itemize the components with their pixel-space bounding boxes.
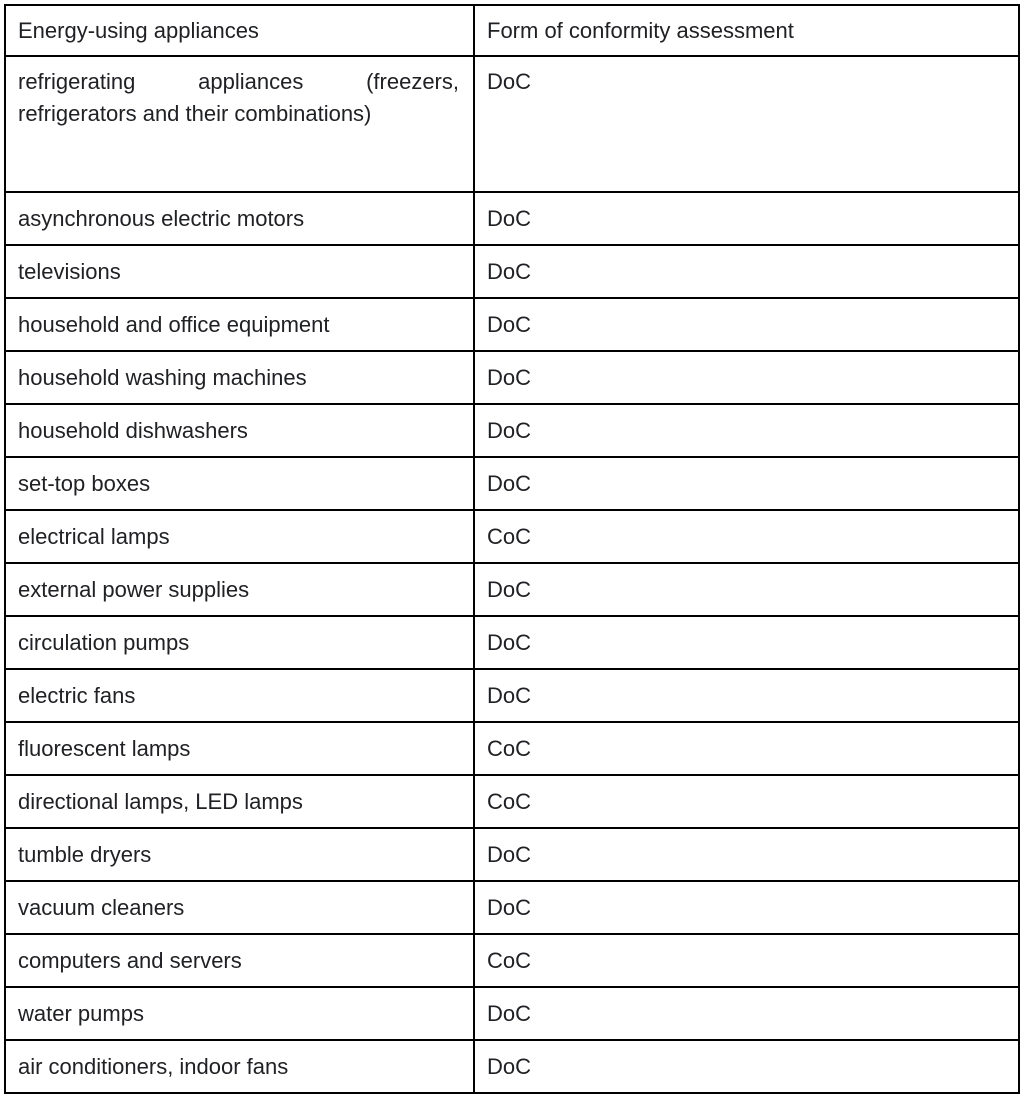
table-row: [5, 934, 1019, 987]
appliance-cell: water pumps: [5, 987, 474, 1040]
table-row: [5, 616, 1019, 669]
appliance-cell: fluorescent lamps: [5, 722, 474, 775]
assessment-cell: DoC: [474, 1040, 1019, 1093]
appliance-cell: asynchronous electric motors: [5, 192, 474, 245]
assessment-cell: DoC: [474, 457, 1019, 510]
assessment-cell: CoC: [474, 934, 1019, 987]
assessment-cell: CoC: [474, 510, 1019, 563]
table-row: [5, 351, 1019, 404]
assessment-cell: DoC: [474, 351, 1019, 404]
assessment-cell: DoC: [474, 669, 1019, 722]
assessment-cell: CoC: [474, 722, 1019, 775]
table-row: [5, 298, 1019, 351]
assessment-cell: DoC: [474, 56, 1019, 192]
assessment-cell: DoC: [474, 828, 1019, 881]
appliance-cell: computers and servers: [5, 934, 474, 987]
table-row: [5, 192, 1019, 245]
table-row: [5, 722, 1019, 775]
appliance-cell: household dishwashers: [5, 404, 474, 457]
assessment-cell: DoC: [474, 192, 1019, 245]
appliance-cell: refrigerating appliances (freezers, refrigerators and their combinations): [5, 56, 474, 192]
assessment-cell: DoC: [474, 298, 1019, 351]
appliance-cell: tumble dryers: [5, 828, 474, 881]
table-row: [5, 669, 1019, 722]
appliance-cell: electrical lamps: [5, 510, 474, 563]
table-row: [5, 457, 1019, 510]
assessment-cell: DoC: [474, 404, 1019, 457]
appliance-cell: directional lamps, LED lamps: [5, 775, 474, 828]
appliance-cell: household and office equipment: [5, 298, 474, 351]
header-assessment: Form of conformity assessment: [474, 5, 1019, 56]
appliance-cell: televisions: [5, 245, 474, 298]
table-row: [5, 1040, 1019, 1093]
table-row: [5, 563, 1019, 616]
appliance-cell: vacuum cleaners: [5, 881, 474, 934]
conformity-assessment-table: [4, 4, 1020, 1094]
assessment-cell: DoC: [474, 881, 1019, 934]
table-row: [5, 245, 1019, 298]
appliance-cell: circulation pumps: [5, 616, 474, 669]
table-row: [5, 56, 1019, 192]
table-row: [5, 828, 1019, 881]
assessment-cell: CoC: [474, 775, 1019, 828]
header-row: [5, 5, 1019, 56]
assessment-cell: DoC: [474, 987, 1019, 1040]
assessment-cell: DoC: [474, 563, 1019, 616]
appliance-cell: external power supplies: [5, 563, 474, 616]
table-row: [5, 987, 1019, 1040]
appliance-cell: household washing machines: [5, 351, 474, 404]
table-row: [5, 510, 1019, 563]
appliance-cell: air conditioners, indoor fans: [5, 1040, 474, 1093]
header-appliances: Energy-using appliances: [5, 5, 474, 56]
appliance-cell: set-top boxes: [5, 457, 474, 510]
table-header: [5, 5, 1019, 56]
assessment-cell: DoC: [474, 616, 1019, 669]
table-row: [5, 775, 1019, 828]
table-row: [5, 404, 1019, 457]
table-row: [5, 881, 1019, 934]
table-body: [5, 56, 1019, 1093]
appliance-cell: electric fans: [5, 669, 474, 722]
assessment-cell: DoC: [474, 245, 1019, 298]
